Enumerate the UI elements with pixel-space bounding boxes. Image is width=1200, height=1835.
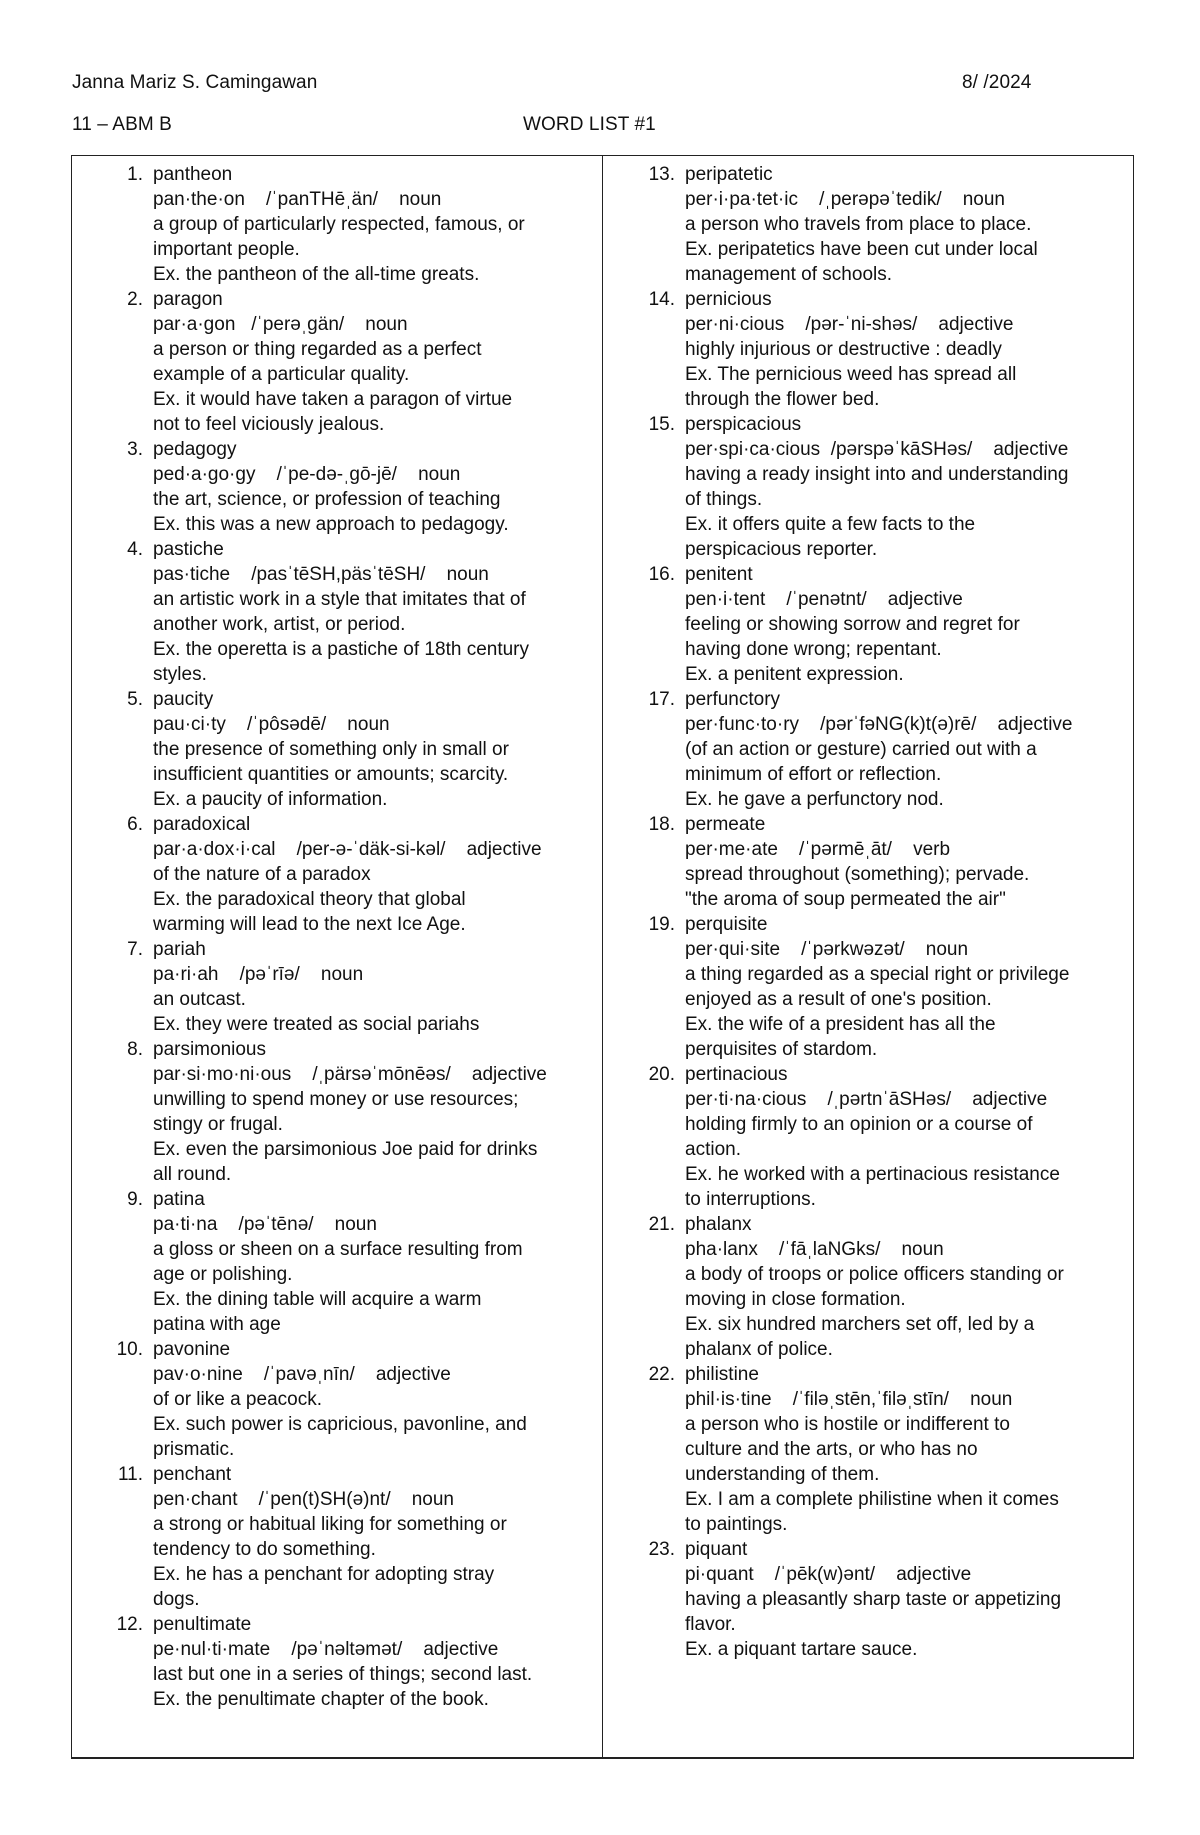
word-entry [604,287,1134,412]
entry-text-line: holding firmly to an opinion or a course of [685,1114,1033,1135]
entry-text-line: perquisites of stardom. [685,1039,878,1060]
entry-text-line: "the aroma of soup permeated the air" [685,889,1006,910]
word-entry [72,1037,602,1187]
entry-pronunciation: pan·the·on /ˈpanTHēˌän/ noun [153,189,442,210]
entry-pronunciation: par·a·gon /ˈperəˌgän/ noun [153,314,408,335]
word-list-table [71,155,1134,1759]
word-entry [604,1212,1134,1362]
word-entry [72,1612,602,1712]
entry-word: pastiche [153,539,224,560]
entry-text-line: last but one in a series of things; second last. [153,1664,533,1685]
entry-text-line: highly injurious or destructive : deadly [685,339,1002,360]
entry-word: parsimonious [153,1039,266,1060]
entry-word: piquant [685,1539,748,1560]
entry-pronunciation: pav·o·nine /ˈpavəˌnīn/ adjective [153,1364,451,1385]
entry-word: perfunctory [685,689,781,710]
entry-text-line: Ex. a penitent expression. [685,664,904,685]
entry-text-line: Ex. he gave a perfunctory nod. [685,789,944,810]
entry-text-line: a body of troops or police officers standing or [685,1264,1064,1285]
entry-text-line: management of schools. [685,264,893,285]
entry-number: 11. [117,1464,143,1485]
entry-text-line: Ex. peripatetics have been cut under local [685,239,1038,260]
entry-text-line: age or polishing. [153,1264,293,1285]
entry-text-line: Ex. he has a penchant for adopting stray [153,1564,495,1585]
entry-pronunciation: ped·a·go·gy /ˈpe-də-ˌgō-jē/ noun [153,464,461,485]
entry-text-line: an artistic work in a style that imitates that of [153,589,526,610]
entry-text-line: understanding of them. [685,1464,880,1485]
entry-number: 13. [648,164,675,185]
entry-text-line: patina with age [153,1314,281,1335]
entry-number: 18. [648,814,675,835]
entry-text-line: all round. [153,1164,232,1185]
entry-text-line: enjoyed as a result of one's position. [685,989,992,1010]
entry-pronunciation: pe·nul·ti·mate /pəˈnəltəmət/ adjective [153,1639,499,1660]
entry-pronunciation: par·si·mo·ni·ous /ˌpärsəˈmōnēəs/ adjective [153,1064,547,1085]
entry-pronunciation: pha·lanx /ˈfāˌlaNGks/ noun [685,1239,944,1260]
entry-text-line: (of an action or gesture) carried out with a [685,739,1037,760]
entry-text-line: Ex. the operetta is a pastiche of 18th century [153,639,530,660]
date: 8/ /2024 [962,72,1032,93]
entry-text-line: a person or thing regarded as a perfect [153,339,482,360]
entry-text-line: to paintings. [685,1514,788,1535]
entry-text-line: Ex. it offers quite a few facts to the [685,514,976,535]
word-entry [72,437,602,537]
entry-word: phalanx [685,1214,752,1235]
entry-pronunciation: pen·chant /ˈpen(t)SH(ə)nt/ noun [153,1489,454,1510]
entry-text-line: not to feel viciously jealous. [153,414,385,435]
entry-text-line: feeling or showing sorrow and regret for [685,614,1020,635]
word-entry [604,162,1134,287]
entry-pronunciation: per·func·to·ry /pərˈfəNG(k)t(ə)rē/ adjective [685,714,1073,735]
entry-text-line: Ex. the pantheon of the all-time greats. [153,264,480,285]
entry-pronunciation: pi·quant /ˈpēk(w)ənt/ adjective [685,1564,972,1585]
entry-text-line: minimum of effort or reflection. [685,764,942,785]
entry-word: pedagogy [153,439,237,460]
entry-word: paucity [153,689,214,710]
entry-word: patina [153,1189,205,1210]
word-entry [604,412,1134,562]
entry-text-line: the presence of something only in small or [153,739,509,760]
entry-text-line: prismatic. [153,1439,235,1460]
entry-word: pariah [153,939,206,960]
entry-text-line: tendency to do something. [153,1539,376,1560]
entry-text-line: Ex. a paucity of information. [153,789,388,810]
entry-word: pertinacious [685,1064,788,1085]
word-entry [72,1187,602,1337]
entry-word: permeate [685,814,766,835]
entry-text-line: Ex. such power is capricious, pavonline, and [153,1414,527,1435]
section-label: 11 – ABM B [72,114,172,135]
entry-text-line: Ex. six hundred marchers set off, led by a [685,1314,1035,1335]
entry-text-line: Ex. I am a complete philistine when it comes [685,1489,1059,1510]
word-entry [604,687,1134,812]
entry-text-line: Ex. they were treated as social pariahs [153,1014,480,1035]
entry-word: penitent [685,564,753,585]
entry-number: 7. [127,939,143,960]
entry-text-line: Ex. the penultimate chapter of the book. [153,1689,489,1710]
word-entry [604,1537,1134,1662]
entry-pronunciation: phil·is·tine /ˈfiləˌstēn,ˈfiləˌstīn/ noun [685,1389,1013,1410]
entry-number: 6. [127,814,143,835]
entry-text-line: a person who travels from place to place. [685,214,1032,235]
entry-pronunciation: pau·ci·ty /ˈpôsədē/ noun [153,714,390,735]
entry-pronunciation: par·a·dox·i·cal /per-ə-ˈdäk-si-kəl/ adjective [153,839,542,860]
entry-word: pavonine [153,1339,231,1360]
entry-text-line: warming will lead to the next Ice Age. [153,914,466,935]
entry-text-line: through the flower bed. [685,389,880,410]
entry-text-line: a strong or habitual liking for something or [153,1514,507,1535]
word-entry [72,287,602,437]
entry-word: pernicious [685,289,772,310]
entry-text-line: an outcast. [153,989,246,1010]
entry-text-line: to interruptions. [685,1189,816,1210]
entry-text-line: a group of particularly respected, famous, or [153,214,525,235]
entry-text-line: phalanx of police. [685,1339,833,1360]
entry-word: pantheon [153,164,233,185]
entry-word: philistine [685,1364,759,1385]
entry-text-line: another work, artist, or period. [153,614,406,635]
entry-text-line: spread throughout (something); pervade. [685,864,1030,885]
entry-number: 17. [648,689,675,710]
word-entry [604,562,1134,687]
entry-text-line: Ex. a piquant tartare sauce. [685,1639,918,1660]
word-entry [604,1362,1134,1537]
entry-text-line: of or like a peacock. [153,1389,322,1410]
entry-number: 22. [648,1364,675,1385]
entry-number: 12. [116,1614,143,1635]
entry-text-line: Ex. the paradoxical theory that global [153,889,466,910]
entry-word: penultimate [153,1614,252,1635]
entry-word: penchant [153,1464,232,1485]
entry-word: perspicacious [685,414,802,435]
entry-text-line: having a ready insight into and understanding [685,464,1069,485]
entry-text-line: action. [685,1139,741,1160]
entry-text-line: Ex. the dining table will acquire a warm [153,1289,482,1310]
entry-pronunciation: pas·tiche /pasˈtēSH,päsˈtēSH/ noun [153,564,489,585]
entry-text-line: important people. [153,239,300,260]
entry-pronunciation: per·i·pa·tet·ic /ˌperəpəˈtedik/ noun [685,189,1005,210]
entry-number: 10. [116,1339,143,1360]
entry-number: 20. [648,1064,675,1085]
entry-pronunciation: pa·ti·na /pəˈtēnə/ noun [153,1214,377,1235]
entry-text-line: Ex. the wife of a president has all the [685,1014,996,1035]
entry-text-line: having done wrong; repentant. [685,639,942,660]
entry-number: 1. [127,164,143,185]
entry-text-line: dogs. [153,1589,200,1610]
entry-text-line: Ex. he worked with a pertinacious resistance [685,1164,1060,1185]
word-entry [72,812,602,937]
entry-text-line: Ex. The pernicious weed has spread all [685,364,1017,385]
word-entry [72,937,602,1037]
entry-text-line: example of a particular quality. [153,364,410,385]
entry-text-line: a gloss or sheen on a surface resulting from [153,1239,523,1260]
entry-text-line: unwilling to spend money or use resources; [153,1089,519,1110]
word-entry [72,537,602,687]
word-entry [604,912,1134,1062]
entry-number: 23. [648,1539,675,1560]
entry-number: 16. [648,564,675,585]
entry-word: perquisite [685,914,768,935]
entry-text-line: flavor. [685,1614,736,1635]
entry-text-line: culture and the arts, or who has no [685,1439,978,1460]
entry-text-line: a thing regarded as a special right or privilege [685,964,1070,985]
entry-pronunciation: pa·ri·ah /pəˈrīə/ noun [153,964,364,985]
entry-number: 3. [127,439,143,460]
page-title: WORD LIST #1 [523,114,656,135]
entry-number: 8. [127,1039,143,1060]
word-entry [604,1062,1134,1212]
entry-number: 19. [648,914,675,935]
entry-number: 5. [127,689,143,710]
word-entry [72,162,602,287]
word-entry [72,1462,602,1612]
entry-text-line: a person who is hostile or indifferent to [685,1414,1010,1435]
entry-pronunciation: per·ni·cious /pər-ˈni-shəs/ adjective [685,314,1014,335]
word-entry [72,1337,602,1462]
entry-number: 9. [127,1189,143,1210]
entry-text-line: having a pleasantly sharp taste or appetizing [685,1589,1062,1610]
left-column [72,162,602,1712]
entry-text-line: Ex. even the parsimonious Joe paid for drinks [153,1139,538,1160]
entry-text-line: styles. [153,664,207,685]
entry-text-line: the art, science, or profession of teaching [153,489,501,510]
entry-text-line: stingy or frugal. [153,1114,283,1135]
entry-text-line: insufficient quantities or amounts; scarcity. [153,764,509,785]
entry-word: paradoxical [153,814,251,835]
entry-number: 2. [127,289,143,310]
entry-pronunciation: per·ti·na·cious /ˌpərtnˈāSHəs/ adjective [685,1089,1048,1110]
entry-pronunciation: per·qui·site /ˈpərkwəzət/ noun [685,939,969,960]
entry-number: 14. [648,289,675,310]
entry-text-line: of the nature of a paradox [153,864,371,885]
right-column [604,162,1134,1662]
entry-pronunciation: per·me·ate /ˈpərmēˌāt/ verb [685,839,951,860]
entry-word: peripatetic [685,164,773,185]
entry-text-line: moving in close formation. [685,1289,906,1310]
entry-word: paragon [153,289,223,310]
entry-number: 15. [648,414,675,435]
entry-pronunciation: per·spi·ca·cious /pərspəˈkāSHəs/ adjective [685,439,1069,460]
entry-text-line: Ex. this was a new approach to pedagogy. [153,514,509,535]
student-name: Janna Mariz S. Camingawan [72,72,318,93]
word-entry [604,812,1134,912]
entry-text-line: perspicacious reporter. [685,539,878,560]
entry-number: 4. [127,539,143,560]
entry-text-line: Ex. it would have taken a paragon of virtue [153,389,513,410]
entry-pronunciation: pen·i·tent /ˈpenətnt/ adjective [685,589,963,610]
word-entry [72,687,602,812]
entry-number: 21. [648,1214,675,1235]
entry-text-line: of things. [685,489,763,510]
